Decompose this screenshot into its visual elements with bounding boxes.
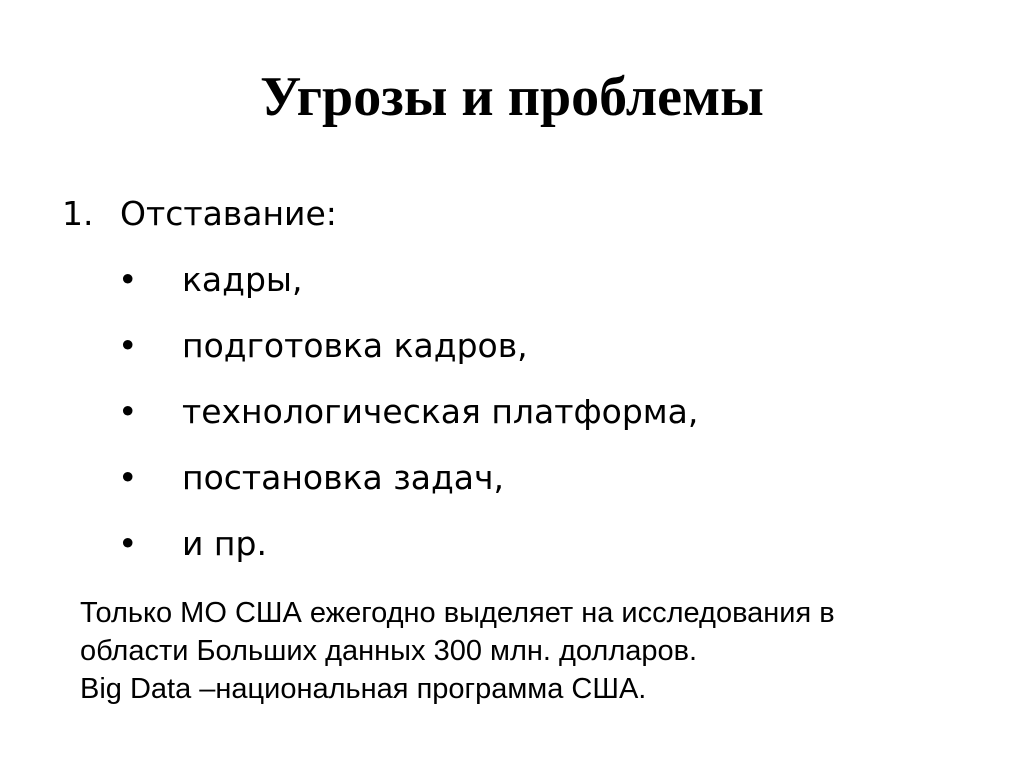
bullet-text: кадры, [182, 260, 303, 299]
footnote-line: Только МО США ежегодно выделяет на исследования в [80, 597, 835, 629]
bullet-icon: • [118, 458, 138, 497]
bullet-icon: • [118, 260, 138, 299]
list-number: 1. [62, 194, 94, 233]
bullet-list-item [118, 454, 698, 520]
bullet-icon: • [118, 524, 138, 563]
footnote-text-block [80, 594, 980, 708]
bullet-text: подготовка кадров, [182, 326, 528, 365]
bullet-list-item [118, 520, 698, 586]
bullet-list-item [118, 256, 698, 322]
list-heading: Отставание: [120, 194, 337, 233]
bullet-list [118, 256, 698, 586]
bullet-text: постановка задач, [182, 458, 505, 497]
bullet-icon: • [118, 326, 138, 365]
footnote-line: Big Data –национальная программа США. [80, 673, 647, 705]
bullet-text: технологическая платформа, [182, 392, 699, 431]
footnote-line: области Больших данных 300 млн. долларов. [80, 635, 698, 667]
bullet-text: и пр. [182, 524, 267, 563]
numbered-list-item [62, 190, 337, 238]
bullet-list-item [118, 388, 698, 454]
bullet-icon: • [118, 392, 138, 431]
bullet-list-item [118, 322, 698, 388]
slide-title: Угрозы и проблемы [260, 66, 764, 128]
